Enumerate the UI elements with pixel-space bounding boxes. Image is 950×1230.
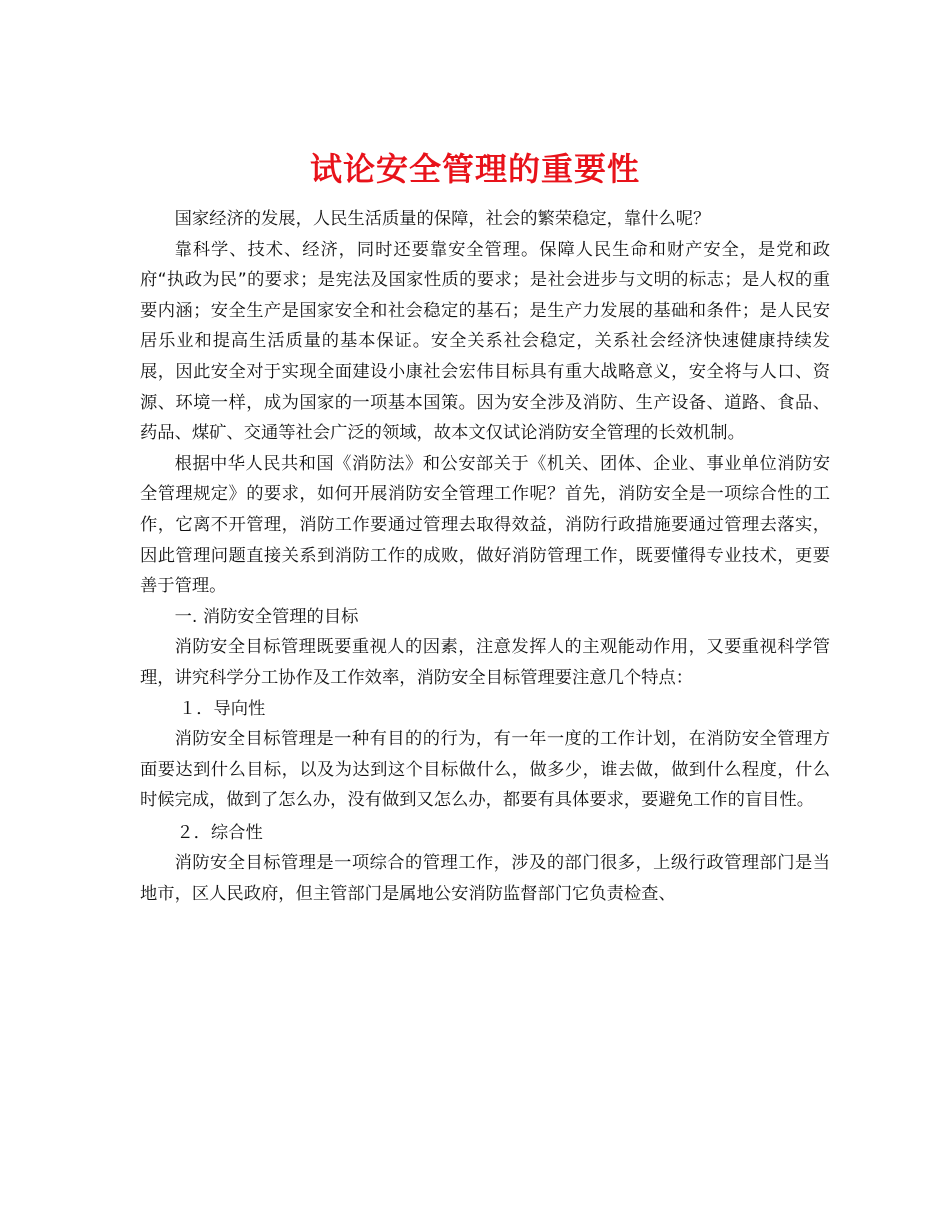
paragraph-comprehensive: 消防安全目标管理是一项综合的管理工作，涉及的部门很多，上级行政管理部门是当地市，区人民政府，但主管部门是属地公安消防监督部门它负责检查、: [140, 853, 830, 905]
paragraph-orientation: 消防安全目标管理是一种有目的的行为，有一年一度的工作计划，在消防安全管理方面要达到什么目标，以及为达到这个目标做什么，做多少，谁去做，做到什么程度，什么时候完成，做到了怎么办，没有做到又怎么办，都要有具体要求，要避免工作的盲目性。: [140, 729, 830, 811]
section-heading-goals: 一. 消防安全管理的目标: [174, 606, 359, 627]
document-title: 试论安全管理的重要性: [309, 150, 640, 189]
paragraph-fire-law: 根据中华人民共和国《消防法》和公安部关于《机关、团体、企业、事业单位消防安全管理规定》的要求，如何开展消防安全管理工作呢？首先，消防安全是一项综合性的工作，它离不开管理，消防工作要通过管理去取得效益，消防行政措施要通过管理去落实，因此管理问题直接关系到消防工作的成败，做好消防管理工作，既要懂得专业技术，更要善于管理。: [140, 453, 830, 597]
subheading-comprehensive: ２．综合性: [176, 822, 263, 843]
paragraph-intro-question: 国家经济的发展，人民生活质量的保障，社会的繁荣稳定，靠什么呢？: [174, 209, 711, 229]
paragraph-safety-importance: 靠科学、技术、经济，同时还要靠安全管理。保障人民生命和财产安全，是党和政府“执政为民”的要求；是宪法及国家性质的要求；是社会进步与文明的标志；是人权的重要内涵；安全生产是国家安全和社会稳定的基石；是生产力发展的基础和条件；是人民安居乐业和提高生活质量的基本保证。安全关系社会稳定，关系社会经济快速健康持续发展，因此安全对于实现全面建设小康社会宏伟目标具有重大战略意义，安全将与人口、资源、环境一样，成为国家的一项基本国策。因为安全涉及消防、生产设备、道路、食品、药品、煤矿、交通等社会广泛的领域，故本文仅试论消防安全管理的长效机制。: [140, 239, 830, 444]
paragraph-goal-management: 消防安全目标管理既要重视人的因素，注意发挥人的主观能动作用，又要重视科学管理，讲究科学分工协作及工作效率，消防安全目标管理要注意几个特点：: [140, 637, 830, 688]
document-body: [140, 204, 830, 910]
subheading-orientation: １．导向性: [178, 698, 266, 719]
